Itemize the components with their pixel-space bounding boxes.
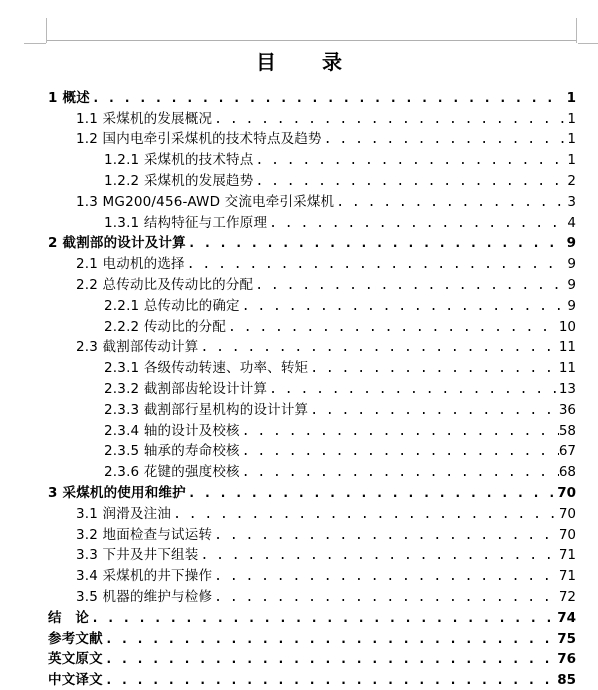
toc-dot-leader bbox=[253, 173, 564, 190]
toc-entry-label: 1.3.1 结构特征与工作原理 bbox=[104, 214, 268, 231]
toc-entry-label: 结 论 bbox=[48, 609, 90, 626]
toc-entry[interactable] bbox=[48, 169, 576, 190]
toc-dot-leader bbox=[171, 506, 559, 523]
toc-entry[interactable] bbox=[48, 232, 576, 253]
toc-entry-page-number: 13 bbox=[558, 380, 576, 397]
toc-entry-page-number: 11 bbox=[558, 360, 576, 377]
toc-entry-page-number: 71 bbox=[558, 568, 576, 585]
toc-dot-leader bbox=[103, 631, 557, 648]
toc-dot-leader bbox=[186, 485, 557, 502]
toc-entry-label: 1.1 采煤机的发展概况 bbox=[76, 110, 213, 127]
toc-entry-page-number: 71 bbox=[558, 547, 576, 564]
toc-entry[interactable] bbox=[48, 336, 576, 357]
toc-entry[interactable] bbox=[48, 273, 576, 294]
toc-entry-label: 2.3.2 截割部齿轮设计计算 bbox=[104, 380, 268, 397]
toc-entry-page-number: 72 bbox=[558, 588, 576, 605]
toc-entry-label: 1.2.2 采煤机的发展趋势 bbox=[104, 172, 254, 189]
toc-dot-leader bbox=[90, 90, 564, 107]
toc-dot-leader bbox=[267, 215, 564, 232]
toc-entry-page-number: 36 bbox=[558, 401, 576, 418]
toc-dot-leader bbox=[198, 339, 558, 356]
toc-entry-label: 2.3.3 截割部行星机构的设计计算 bbox=[104, 401, 309, 418]
toc-dot-leader bbox=[103, 672, 557, 689]
toc-entry[interactable] bbox=[48, 523, 576, 544]
toc-entry[interactable] bbox=[48, 377, 576, 398]
toc-entry-page-number: 10 bbox=[558, 318, 576, 335]
toc-entry[interactable] bbox=[48, 460, 576, 481]
toc-entry[interactable] bbox=[48, 128, 576, 149]
header-rule bbox=[47, 40, 576, 41]
toc-entry-label: 1.3 MG200/456-AWD 交流电牵引采煤机 bbox=[76, 193, 335, 210]
toc-entry-label: 1.2 国内电牵引采煤机的技术特点及趋势 bbox=[76, 131, 322, 148]
toc-dot-leader bbox=[103, 651, 557, 668]
toc-entry-page-number: 3 bbox=[567, 193, 576, 210]
toc-entry[interactable] bbox=[48, 585, 576, 606]
toc-entry-label: 2.2 总传动比及传动比的分配 bbox=[76, 276, 254, 293]
toc-entry[interactable] bbox=[48, 252, 576, 273]
toc-entry[interactable] bbox=[48, 648, 576, 669]
crop-mark-top-left-horizontal bbox=[24, 43, 46, 44]
toc-entry-label: 3.1 润滑及注油 bbox=[76, 505, 172, 522]
toc-dot-leader bbox=[226, 319, 559, 336]
toc-entry[interactable] bbox=[48, 86, 576, 107]
toc-entry-page-number: 4 bbox=[567, 214, 576, 231]
toc-entry-page-number: 68 bbox=[558, 464, 576, 481]
toc-dot-leader bbox=[212, 111, 564, 128]
toc-dot-leader bbox=[334, 194, 564, 211]
toc-entry[interactable] bbox=[48, 481, 576, 502]
toc-entry[interactable] bbox=[48, 544, 576, 565]
toc-entry[interactable] bbox=[48, 564, 576, 585]
toc-entry[interactable] bbox=[48, 148, 576, 169]
toc-entry[interactable] bbox=[48, 440, 576, 461]
toc-entry[interactable] bbox=[48, 502, 576, 523]
toc-entry[interactable] bbox=[48, 398, 576, 419]
toc-entry-page-number: 58 bbox=[558, 422, 576, 439]
crop-mark-top-right-horizontal bbox=[578, 43, 598, 44]
toc-entry[interactable] bbox=[48, 294, 576, 315]
toc-dot-leader bbox=[240, 443, 559, 460]
toc-entry-label: 1 概述 bbox=[48, 89, 90, 106]
toc-entry-label: 1.2.1 采煤机的技术特点 bbox=[104, 152, 254, 169]
toc-entry-label: 3.3 下井及井下组装 bbox=[76, 547, 199, 564]
toc-entry-label: 3.5 机器的维护与检修 bbox=[76, 588, 213, 605]
toc-entry[interactable] bbox=[48, 190, 576, 211]
toc-entry-label: 2.2.1 总传动比的确定 bbox=[104, 297, 240, 314]
toc-entry-page-number: 70 bbox=[558, 505, 576, 522]
toc-entry-label: 2.3.1 各级传动转速、功率、转矩 bbox=[104, 360, 309, 377]
toc-dot-leader bbox=[240, 298, 564, 315]
toc-entry-label: 中文译文 bbox=[48, 672, 103, 689]
toc-dot-leader bbox=[253, 277, 564, 294]
toc-dot-leader bbox=[308, 402, 559, 419]
toc-dot-leader bbox=[185, 256, 564, 273]
toc-entry-label: 2.1 电动机的选择 bbox=[76, 256, 185, 273]
toc-entry-label: 3 采煤机的使用和维护 bbox=[48, 484, 186, 501]
toc-entry[interactable] bbox=[48, 107, 576, 128]
toc-entry-page-number: 76 bbox=[557, 651, 576, 668]
toc-entry-label: 2 截割部的设计及计算 bbox=[48, 235, 186, 252]
toc-entry-label: 2.3 截割部传动计算 bbox=[76, 339, 199, 356]
toc-dot-leader bbox=[212, 589, 559, 606]
toc-entry-label: 2.3.6 花键的强度校核 bbox=[104, 464, 240, 481]
toc-entry[interactable] bbox=[48, 606, 576, 627]
toc-title: 目录 bbox=[256, 50, 388, 74]
toc-entry-label: 2.2.2 传动比的分配 bbox=[104, 318, 227, 335]
toc-entry[interactable] bbox=[48, 627, 576, 648]
toc-entry[interactable] bbox=[48, 315, 576, 336]
toc-entry-page-number: 1 bbox=[566, 89, 576, 106]
toc-entry-page-number: 9 bbox=[567, 276, 576, 293]
toc-entry-page-number: 75 bbox=[557, 630, 576, 647]
toc-dot-leader bbox=[308, 360, 559, 377]
toc-dot-leader bbox=[212, 527, 559, 544]
toc-entry-page-number: 74 bbox=[557, 609, 576, 626]
toc-dot-leader bbox=[253, 152, 564, 169]
toc-entry-label: 英文原文 bbox=[48, 651, 103, 668]
toc-list bbox=[48, 86, 576, 689]
toc-entry-page-number: 1 bbox=[567, 152, 576, 169]
toc-entry-page-number: 9 bbox=[566, 235, 576, 252]
toc-entry-label: 参考文献 bbox=[48, 630, 103, 647]
toc-dot-leader bbox=[212, 568, 559, 585]
toc-entry-page-number: 9 bbox=[567, 297, 576, 314]
toc-entry-page-number: 11 bbox=[558, 339, 576, 356]
toc-dot-leader bbox=[240, 464, 559, 481]
toc-entry-label: 3.4 采煤机的井下操作 bbox=[76, 568, 213, 585]
toc-dot-leader bbox=[186, 235, 564, 252]
toc-entry[interactable] bbox=[48, 419, 576, 440]
toc-entry-page-number: 70 bbox=[558, 526, 576, 543]
crop-mark-top-right-vertical bbox=[576, 18, 577, 43]
toc-entry[interactable] bbox=[48, 668, 576, 689]
toc-dot-leader bbox=[89, 610, 557, 627]
toc-entry-page-number: 1 bbox=[567, 131, 576, 148]
toc-entry-page-number: 2 bbox=[567, 172, 576, 189]
toc-entry[interactable] bbox=[48, 356, 576, 377]
toc-entry-label: 2.3.4 轴的设计及校核 bbox=[104, 422, 240, 439]
toc-dot-leader bbox=[240, 423, 559, 440]
toc-entry-label: 3.2 地面检查与试运转 bbox=[76, 526, 213, 543]
toc-entry-label: 2.3.5 轴承的寿命校核 bbox=[104, 443, 240, 460]
toc-entry[interactable] bbox=[48, 211, 576, 232]
toc-dot-leader bbox=[322, 131, 564, 148]
toc-entry-page-number: 9 bbox=[567, 256, 576, 273]
toc-dot-leader bbox=[267, 381, 559, 398]
toc-entry-page-number: 67 bbox=[558, 443, 576, 460]
toc-entry-page-number: 1 bbox=[567, 110, 576, 127]
toc-entry-page-number: 85 bbox=[557, 672, 576, 689]
toc-dot-leader bbox=[198, 547, 558, 564]
toc-entry-page-number: 70 bbox=[557, 484, 576, 501]
